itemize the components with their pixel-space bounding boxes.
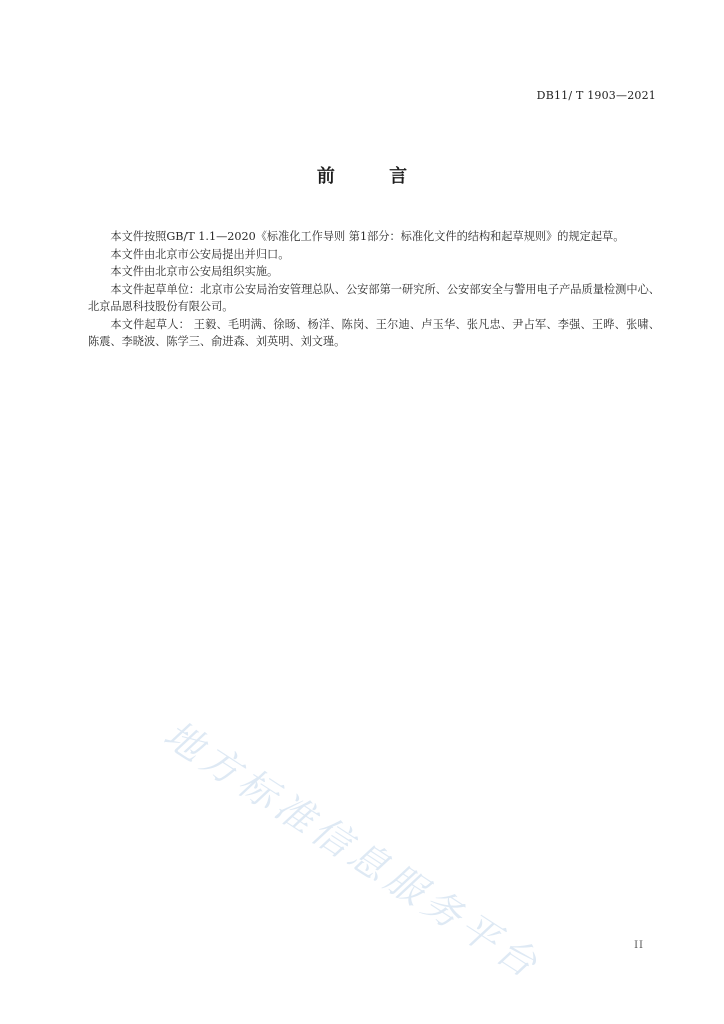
paragraph-implementer: 本文件由北京市公安局组织实施。 [110,265,279,278]
paragraph-proposer: 本文件由北京市公安局提出并归口。 [110,247,290,261]
paragraph-drafting-rules: 本文件按照GB/T 1.1—2020《标准化工作导则 第1部分：标准化文件的结构和起草规则》的规定起草。 [110,230,625,243]
paragraph-drafters: 本文件起草人： 王毅、毛明满、徐旸、杨洋、陈岗、王尔迪、卢玉华、张凡忠、尹占军、李强、王晔、张啸、陈震、李晓波、陈学三、俞进森、刘英明、刘文瑾。 [88,317,660,348]
watermark: 地方标准信息服务平台 [156,711,550,989]
paragraph-drafting-units: 本文件起草单位：北京市公安局治安管理总队、公安部第一研究所、公安部安全与警用电子产品质量检测中心、北京品恩科技股份有限公司。 [88,282,660,313]
document-body [88,228,660,351]
document-code: DB11/ T 1903—2021 [536,89,656,102]
page-number: II [634,940,644,951]
page-title: 前 言 [316,166,432,187]
